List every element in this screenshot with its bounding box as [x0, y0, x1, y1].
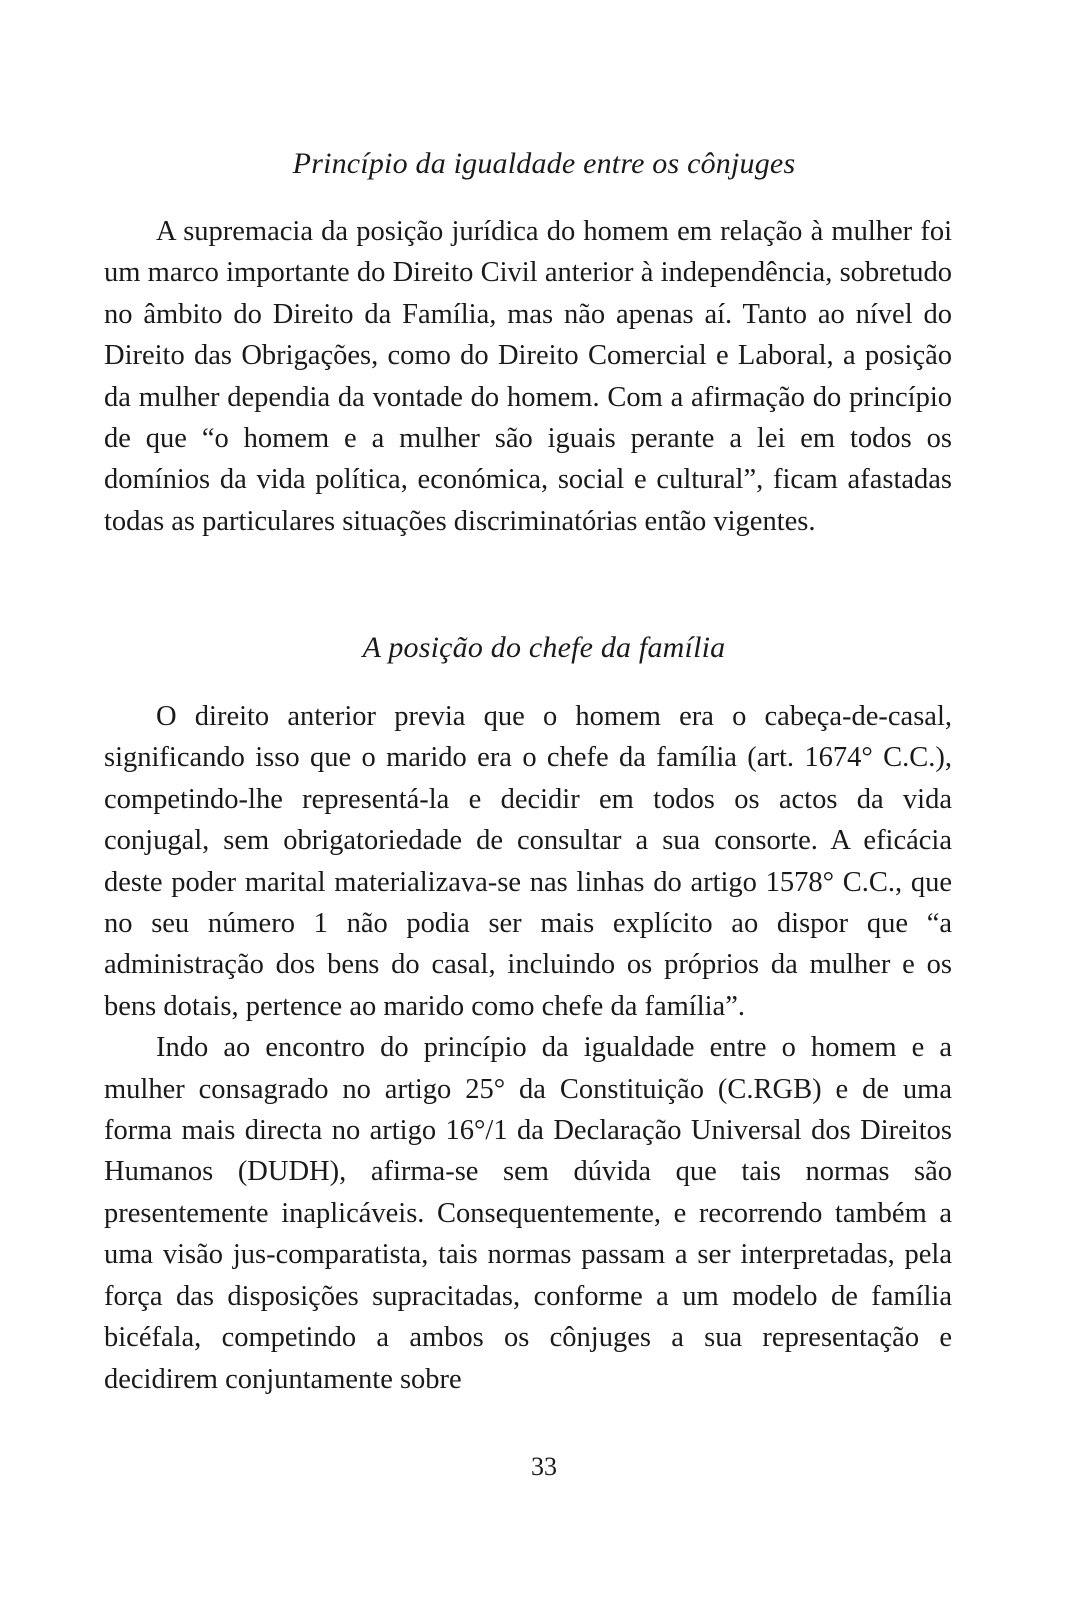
paragraph: A supremacia da posição jurídica do homem em relação à mulher foi um marco importante do Direito Civil anterior à independência, sobretudo no âmbito do Direito da Família, mas não apenas aí. Tanto ao nível do Direito das Obrigações, como do Direito Comercial e Laboral, a posição da mulher dependia da vontade do homem. Com a afirmação do princípio de que “o homem e a mulher são iguais perante a lei em todos os domínios da vida política, económica, social e cultural”, ficam afastadas todas as particulares situações discriminatórias então vigentes.: [104, 216, 952, 537]
section-heading-head-of-family: A posição do chefe da família: [362, 631, 726, 664]
section-body-equality: [104, 211, 952, 542]
paragraph: Indo ao encontro do princípio da igualdade entre o homem e a mulher consagrado no artigo 25° da Constituição (C.RGB) e de uma forma mais directa no artigo 16°/1 da Declaração Universal dos Direitos Humanos (DUDH), afirma-se sem dúvida que tais normas são presentemente inaplicáveis. Consequentemente, e recorrendo também a uma visão jus-comparatista, tais normas passam a ser interpretadas, pela força das disposições supracitadas, conforme a um modelo de família bicéfala, competindo a ambos os cônjuges a sua representação e decidirem conjuntamente sobre: [104, 1032, 952, 1395]
page-number: 33: [531, 1452, 557, 1481]
paragraph: O direito anterior previa que o homem era o cabeça-de-casal, significando isso que o marido era o chefe da família (art. 1674° C.C.), competindo-lhe representá-la e decidir em todos os actos da vida conjugal, sem obrigatoriedade de consultar a sua consorte. A eficácia deste poder marital materializava-se nas linhas do artigo 1578° C.C., que no seu número 1 não podia ser mais explícito ao dispor que “a administração dos bens do casal, incluindo os próprios da mulher e os bens dotais, pertence ao marido como chefe da família”.: [104, 701, 952, 1022]
section-heading-equality: Princípio da igualdade entre os cônjuges: [292, 147, 796, 180]
section-body-head-of-family: [104, 696, 952, 1400]
